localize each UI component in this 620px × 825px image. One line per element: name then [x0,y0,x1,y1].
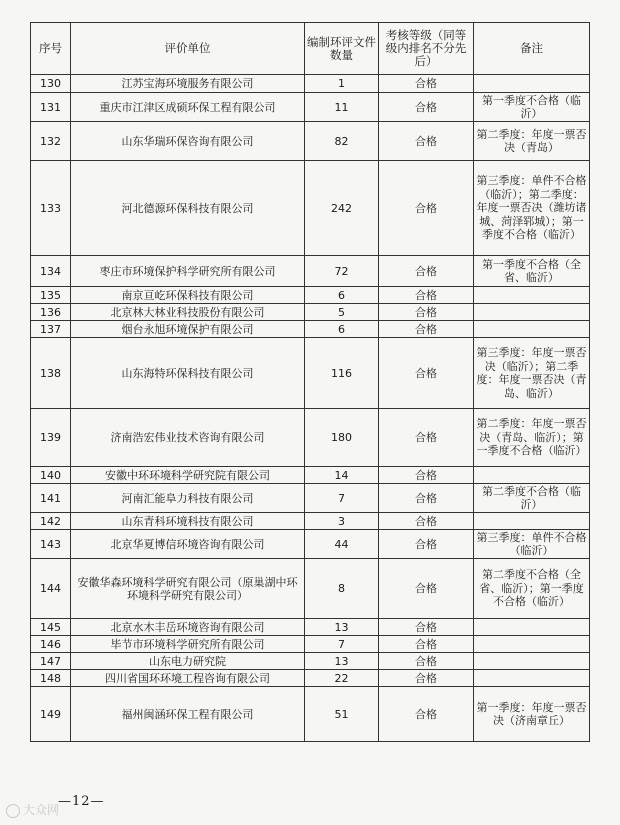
cell-grade: 合格 [379,161,474,256]
cell-grade: 合格 [379,530,474,559]
table-row [31,93,590,122]
cell-count: 5 [305,304,379,321]
table-row [31,75,590,93]
table-row [31,321,590,338]
header-grade: 考核等级（同等级内排名不分先后） [379,23,474,75]
cell-note [474,636,590,653]
cell-note [474,75,590,93]
table-row [31,636,590,653]
cell-count: 1 [305,75,379,93]
cell-seq: 148 [31,670,71,687]
cell-grade: 合格 [379,409,474,467]
cell-note [474,670,590,687]
cell-unit: 山东电力研究院 [71,653,305,670]
cell-unit: 四川省国环环境工程咨询有限公司 [71,670,305,687]
cell-grade: 合格 [379,559,474,619]
cell-note [474,653,590,670]
cell-unit: 北京华夏博信环境咨询有限公司 [71,530,305,559]
cell-note: 第二季度：年度一票否决（青岛） [474,122,590,161]
cell-grade: 合格 [379,467,474,484]
table-row [31,304,590,321]
cell-note: 第一季度：年度一票否决（济南章丘） [474,687,590,742]
cell-seq: 136 [31,304,71,321]
cell-grade: 合格 [379,687,474,742]
table-row [31,467,590,484]
cell-count: 116 [305,338,379,409]
cell-count: 13 [305,619,379,636]
cell-grade: 合格 [379,338,474,409]
cell-count: 82 [305,122,379,161]
cell-count: 14 [305,467,379,484]
header-note: 备注 [474,23,590,75]
watermark: 大众网 [6,801,59,818]
watermark-logo-icon [6,804,20,818]
cell-grade: 合格 [379,619,474,636]
cell-count: 242 [305,161,379,256]
cell-note: 第二季度不合格（临沂） [474,484,590,513]
cell-seq: 131 [31,93,71,122]
cell-unit: 重庆市江津区成硕环保工程有限公司 [71,93,305,122]
table-row [31,653,590,670]
cell-unit: 烟台永旭环境保护有限公司 [71,321,305,338]
table-row [31,484,590,513]
cell-count: 22 [305,670,379,687]
cell-unit: 山东华瑞环保咨询有限公司 [71,122,305,161]
cell-grade: 合格 [379,75,474,93]
cell-count: 13 [305,653,379,670]
cell-count: 7 [305,484,379,513]
cell-seq: 133 [31,161,71,256]
cell-seq: 146 [31,636,71,653]
page-number: —12— [58,794,105,809]
cell-seq: 135 [31,287,71,304]
header-unit: 评价单位 [71,23,305,75]
cell-unit: 北京水木丰岳环境咨询有限公司 [71,619,305,636]
cell-unit: 山东青科环境科技有限公司 [71,513,305,530]
cell-unit: 河北德源环保科技有限公司 [71,161,305,256]
table-row [31,670,590,687]
cell-seq: 145 [31,619,71,636]
cell-seq: 138 [31,338,71,409]
cell-grade: 合格 [379,653,474,670]
cell-count: 51 [305,687,379,742]
cell-grade: 合格 [379,93,474,122]
cell-unit: 福州闽涵环保工程有限公司 [71,687,305,742]
cell-count: 11 [305,93,379,122]
cell-seq: 139 [31,409,71,467]
cell-count: 44 [305,530,379,559]
cell-note [474,321,590,338]
cell-note: 第一季度不合格（全省、临沂） [474,256,590,287]
table-row [31,619,590,636]
cell-grade: 合格 [379,484,474,513]
cell-note: 第三季度：单件不合格（临沂） [474,530,590,559]
cell-grade: 合格 [379,636,474,653]
header-seq: 序号 [31,23,71,75]
cell-unit: 枣庄市环境保护科学研究所有限公司 [71,256,305,287]
cell-seq: 134 [31,256,71,287]
cell-count: 7 [305,636,379,653]
cell-seq: 143 [31,530,71,559]
table-row [31,287,590,304]
cell-note: 第二季度不合格（全省、临沂）；第一季度不合格（临沂） [474,559,590,619]
cell-unit: 毕节市环境科学研究所有限公司 [71,636,305,653]
cell-note: 第二季度：年度一票否决（青岛、临沂）；第一季度不合格（临沂） [474,409,590,467]
cell-unit: 安徽华森环境科学研究有限公司（原巢湖中环环境科学研究有限公司） [71,559,305,619]
cell-count: 72 [305,256,379,287]
cell-grade: 合格 [379,513,474,530]
cell-unit: 南京亘屹环保科技有限公司 [71,287,305,304]
table-row [31,256,590,287]
cell-note [474,619,590,636]
cell-seq: 141 [31,484,71,513]
cell-count: 6 [305,287,379,304]
table-row [31,122,590,161]
cell-grade: 合格 [379,304,474,321]
cell-count: 180 [305,409,379,467]
cell-unit: 山东海特环保科技有限公司 [71,338,305,409]
table-row [31,687,590,742]
cell-grade: 合格 [379,321,474,338]
cell-count: 8 [305,559,379,619]
cell-note [474,513,590,530]
cell-grade: 合格 [379,670,474,687]
cell-seq: 137 [31,321,71,338]
cell-seq: 130 [31,75,71,93]
cell-grade: 合格 [379,287,474,304]
header-count: 编制环评文件数量 [305,23,379,75]
cell-grade: 合格 [379,256,474,287]
cell-grade: 合格 [379,122,474,161]
table-row [31,559,590,619]
cell-seq: 147 [31,653,71,670]
cell-note [474,287,590,304]
cell-seq: 140 [31,467,71,484]
assessment-table [30,22,590,742]
cell-seq: 142 [31,513,71,530]
table-row [31,338,590,409]
cell-unit: 江苏宝海环境服务有限公司 [71,75,305,93]
cell-note: 第三季度：单件不合格（临沂）；第二季度：年度一票否决（潍坊诸城、菏泽郓城）；第一季度不合格（临沂） [474,161,590,256]
cell-unit: 济南浩宏伟业技术咨询有限公司 [71,409,305,467]
cell-count: 3 [305,513,379,530]
table-row [31,513,590,530]
cell-seq: 144 [31,559,71,619]
cell-unit: 安徽中环环境科学研究院有限公司 [71,467,305,484]
table-row [31,409,590,467]
cell-unit: 北京林大林业科技股份有限公司 [71,304,305,321]
cell-note: 第三季度：年度一票否决（临沂）；第二季度：年度一票否决（青岛、临沂） [474,338,590,409]
cell-note [474,304,590,321]
cell-seq: 149 [31,687,71,742]
cell-unit: 河南汇能阜力科技有限公司 [71,484,305,513]
table-row [31,530,590,559]
cell-seq: 132 [31,122,71,161]
table-row [31,161,590,256]
cell-count: 6 [305,321,379,338]
cell-note [474,467,590,484]
cell-note: 第一季度不合格（临沂） [474,93,590,122]
